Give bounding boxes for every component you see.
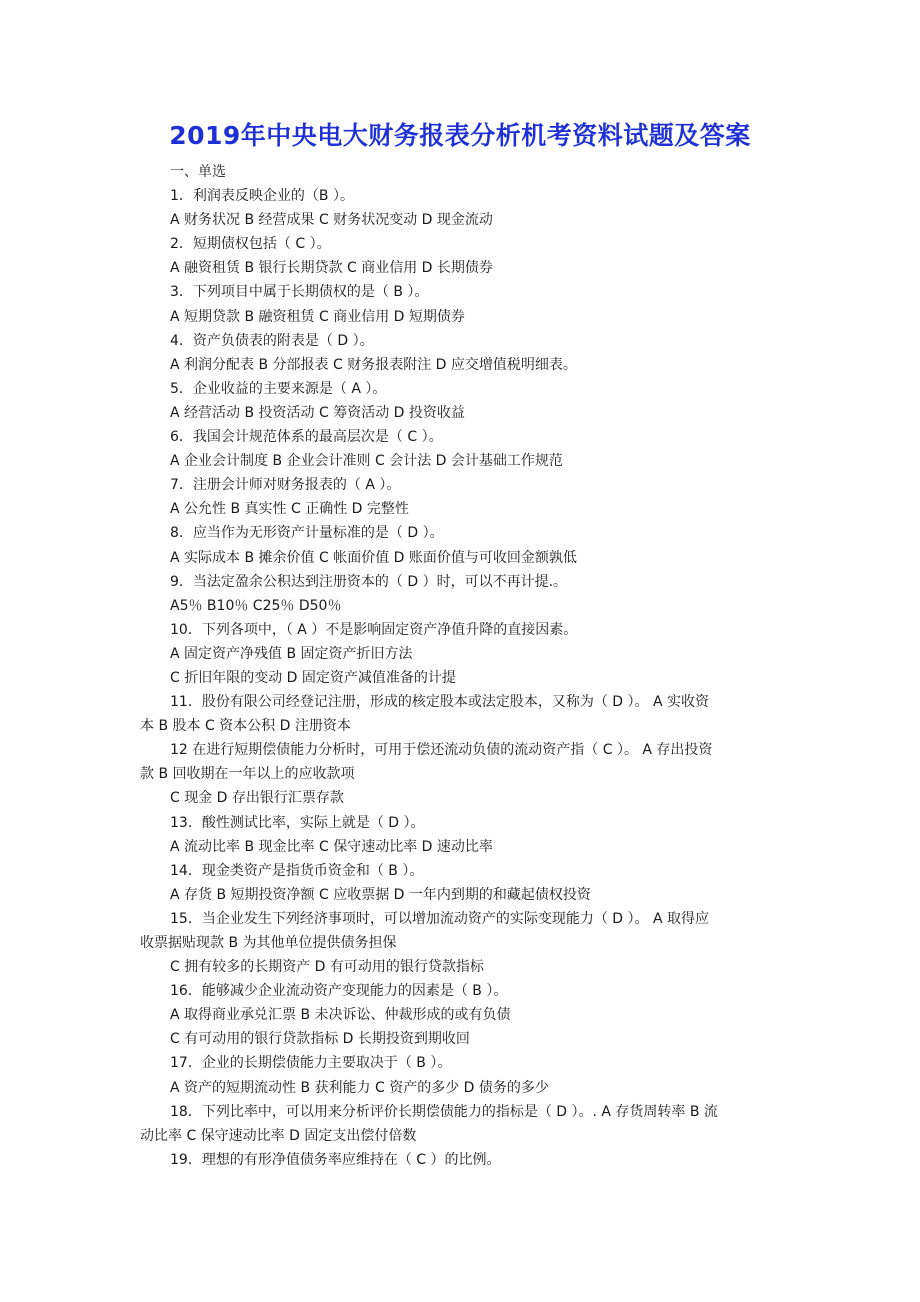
text-line: 11．股份有限公司经登记注册，形成的核定股本或法定股本，又称为（ D ）。 A 实收资 — [170, 694, 709, 711]
text-line: A 固定资产净残值 B 固定资产折旧方法 — [170, 645, 413, 662]
text-line: A5％ B10％ C25％ D50％ — [170, 597, 342, 614]
text-line: A 公允性 B 真实性 C 正确性 D 完整性 — [170, 501, 409, 518]
text-line: 4．资产负债表的附表是（ D ）。 — [170, 332, 374, 349]
text-line: A 取得商业承兑汇票 B 未决诉讼、仲裁形成的或有负债 — [170, 1007, 511, 1024]
text-line: 18．下列比率中，可以用来分析评价长期偿债能力的指标是（ D ）。. A 存货周转率 B 流 — [170, 1103, 718, 1120]
text-line: 收票据贴现款 B 为其他单位提供债务担保 — [140, 935, 397, 951]
text-line: 本 B 股本 C 资本公积 D 注册资本 — [140, 718, 351, 735]
text-line: A 实际成本 B 摊余价值 C 帐面价值 D 账面价值与可收回金额孰低 — [170, 549, 577, 566]
text-line: C 现金 D 存出银行汇票存款 — [170, 790, 344, 807]
text-line: A 利润分配表 B 分部报表 C 财务报表附注 D 应交增值税明细表。 — [170, 356, 577, 373]
text-line: A 企业会计制度 B 企业会计准则 C 会计法 D 会计基础工作规范 — [170, 453, 563, 470]
text-line: A 资产的短期流动性 B 获利能力 C 资产的多少 D 债务的多少 — [170, 1079, 549, 1096]
text-line: 9．当法定盈余公积达到注册资本的（ D ）时，可以不再计提.。 — [170, 573, 568, 590]
text-line: A 经营活动 B 投资活动 C 筹资活动 D 投资收益 — [170, 404, 465, 421]
question-list — [140, 160, 785, 1172]
text-line: A 融资租赁 B 银行长期贷款 C 商业信用 D 长期债券 — [170, 260, 493, 277]
text-line: 15．当企业发生下列经济事项时，可以增加流动资产的实际变现能力（ D ）。 A 取得应 — [170, 910, 709, 927]
text-line: C 有可动用的银行贷款指标 D 长期投资到期收回 — [170, 1031, 470, 1048]
document-title: 2019年中央电大财务报表分析机考资料试题及答案 — [169, 121, 751, 150]
text-line: A 存货 B 短期投资净额 C 应收票据 D 一年内到期的和藏起债权投资 — [170, 886, 591, 903]
text-line: 3．下列项目中属于长期债权的是（ B ）。 — [170, 284, 429, 301]
text-line: 7．注册会计师对财务报表的（ A ）。 — [170, 477, 401, 494]
text-line: 5．企业收益的主要来源是（ A ）。 — [170, 380, 387, 397]
text-line: 19．理想的有形净值债务率应维持在（ C ）的比例。 — [170, 1151, 501, 1168]
text-line: A 短期贷款 B 融资租赁 C 商业信用 D 短期债券 — [170, 308, 465, 325]
text-line: C 折旧年限的变动 D 固定资产减值准备的计提 — [170, 669, 456, 686]
text-line: C 拥有较多的长期资产 D 有可动用的银行贷款指标 — [170, 959, 484, 976]
text-line: 17．企业的长期偿债能力主要取决于（ B ）。 — [170, 1055, 452, 1072]
text-line: 2．短期债权包括（ C ）。 — [170, 236, 331, 253]
text-line: A 财务状况 B 经营成果 C 财务状况变动 D 现金流动 — [170, 212, 493, 229]
text-line: 13．酸性测试比率，实际上就是（ D ）。 — [170, 814, 425, 831]
text-line: 一、单选 — [170, 164, 226, 180]
text-line: 10．下列各项中，（ A ）不是影响固定资产净值升降的直接因素。 — [170, 621, 578, 638]
text-line: 12 在进行短期偿债能力分析时，可用于偿还流动负债的流动资产指（ C ）。 A 存出投资 — [170, 742, 713, 759]
text-line: 14．现金类资产是指货币资金和（ B ）。 — [170, 862, 424, 879]
text-line: 款 B 回收期在一年以上的应收款项 — [140, 766, 355, 783]
text-line: 8．应当作为无形资产计量标准的是（ D ）。 — [170, 525, 444, 542]
text-line: 16．能够减少企业流动资产变现能力的因素是（ B ）。 — [170, 983, 508, 1000]
text-line: A 流动比率 B 现金比率 C 保守速动比率 D 速动比率 — [170, 838, 493, 855]
text-line: 6．我国会计规范体系的最高层次是（ C ）。 — [170, 429, 443, 446]
text-line: 动比率 C 保守速动比率 D 固定支出偿付倍数 — [140, 1127, 417, 1144]
text-line: 1．利润表反映企业的（B ）。 — [170, 188, 354, 205]
